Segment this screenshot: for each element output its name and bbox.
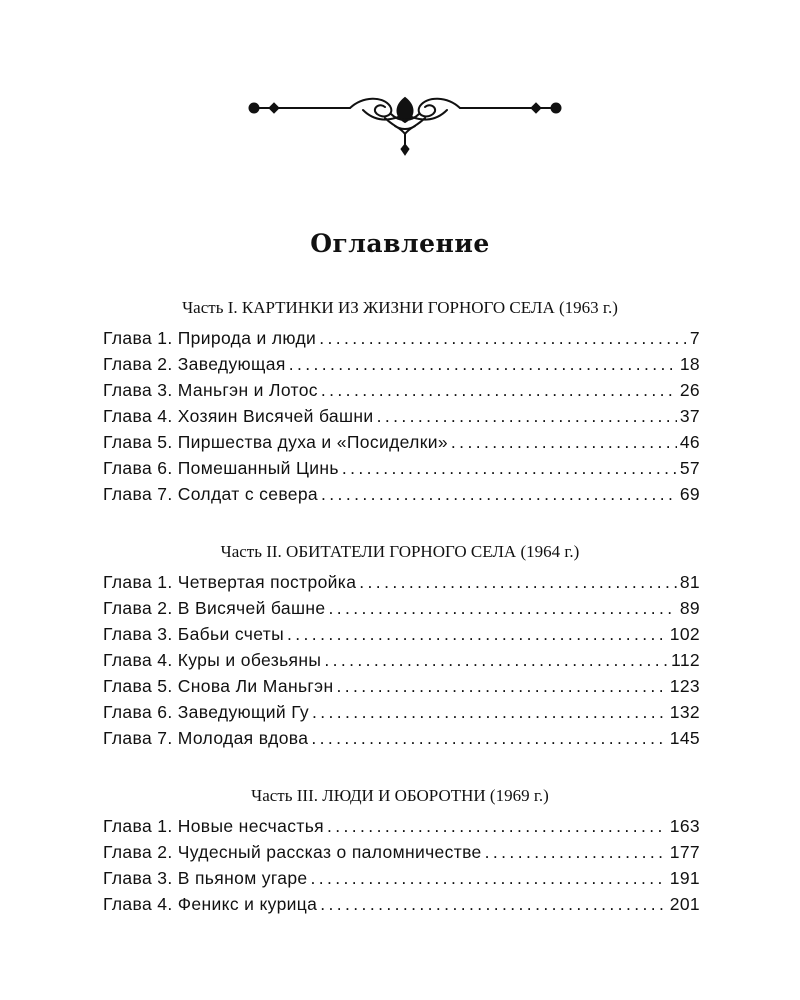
toc-entry[interactable] [103,865,700,891]
leader-dots [321,481,677,507]
leader-dots [319,325,687,351]
toc-entry[interactable] [103,621,700,647]
leader-dots [342,455,677,481]
leader-dots [336,673,666,699]
toc-entry[interactable] [103,891,700,917]
page-number: 46 [679,432,700,452]
part-heading: Часть II. ОБИТАТЕЛИ ГОРНОГО СЕЛА (1964 г.) [220,542,580,561]
toc-entry[interactable] [103,455,700,481]
leader-dots [289,351,677,377]
chapter-title: Глава 5. Пиршества духа и «Посиделки» [103,432,448,452]
chapter-title: Глава 7. Молодая вдова [103,728,309,748]
leader-dots [320,891,667,917]
page-number: 145 [669,728,700,748]
part-heading: Часть I. КАРТИНКИ ИЗ ЖИЗНИ ГОРНОГО СЕЛА (1963 г.) [182,298,618,317]
toc-entry[interactable] [103,647,700,673]
page-number: 18 [679,354,700,374]
leader-dots [321,377,677,403]
page-number: 132 [669,702,700,722]
chapter-title: Глава 6. Заведующий Гу [103,702,309,722]
leader-dots [311,725,666,751]
leader-dots [287,621,667,647]
toc-entry[interactable] [103,481,700,507]
page-number: 57 [679,458,700,478]
chapter-title: Глава 5. Снова Ли Маньгэн [103,676,334,696]
toc-entry[interactable] [103,813,700,839]
chapter-title: Глава 3. Бабьи счеты [103,624,285,644]
toc-entry[interactable] [103,673,700,699]
part-heading: Часть III. ЛЮДИ И ОБОРОТНИ (1969 г.) [251,786,549,805]
page-number: 191 [669,868,700,888]
leader-dots [324,647,668,673]
toc-entry[interactable] [103,595,700,621]
chapter-title: Глава 7. Солдат с севера [103,484,319,504]
chapter-title: Глава 1. Новые несчастья [103,816,324,836]
page-number: 102 [669,624,700,644]
chapter-title: Глава 4. Хозяин Висячей башни [103,406,374,426]
leader-dots [312,699,667,725]
chapter-list [103,569,700,751]
leader-dots [377,403,677,429]
chapter-title: Глава 1. Четвертая постройка [103,572,357,592]
chapter-title: Глава 6. Помешанный Цинь [103,458,339,478]
page-number: 123 [669,676,700,696]
chapter-title: Глава 4. Феникс и курица [103,894,318,914]
chapter-title: Глава 1. Природа и люди [103,328,317,348]
toc-entry[interactable] [103,725,700,751]
chapter-title: Глава 3. Маньгэн и Лотос [103,380,318,400]
page-title: Оглавление [310,229,490,258]
page-number: 201 [669,894,700,914]
chapter-title: Глава 3. В пьяном угаре [103,868,308,888]
toc-entry[interactable] [103,403,700,429]
chapter-title: Глава 2. Заведующая [103,354,286,374]
toc-entry[interactable] [103,351,700,377]
leader-dots [359,569,677,595]
toc-entry[interactable] [103,325,700,351]
toc-entry[interactable] [103,839,700,865]
page-number: 7 [689,328,700,348]
chapter-title: Глава 2. Чудесный рассказ о паломничестве [103,842,482,862]
toc-entry[interactable] [103,699,700,725]
toc-entry[interactable] [103,569,700,595]
chapter-list [103,325,700,507]
flourish-ornament-icon [245,92,565,160]
page-number: 177 [669,842,700,862]
leader-dots [327,813,667,839]
page-number: 37 [679,406,700,426]
toc-entry[interactable] [103,377,700,403]
page-number: 89 [679,598,700,618]
page-number: 69 [679,484,700,504]
page-number: 26 [679,380,700,400]
toc-entry[interactable] [103,429,700,455]
chapter-title: Глава 4. Куры и обезьяны [103,650,322,670]
leader-dots [451,429,677,455]
leader-dots [328,595,676,621]
page-number: 112 [671,650,700,670]
leader-dots [485,839,667,865]
leader-dots [310,865,666,891]
page-number: 163 [669,816,700,836]
chapter-list [103,813,700,917]
page-number: 81 [679,572,700,592]
chapter-title: Глава 2. В Висячей башне [103,598,326,618]
